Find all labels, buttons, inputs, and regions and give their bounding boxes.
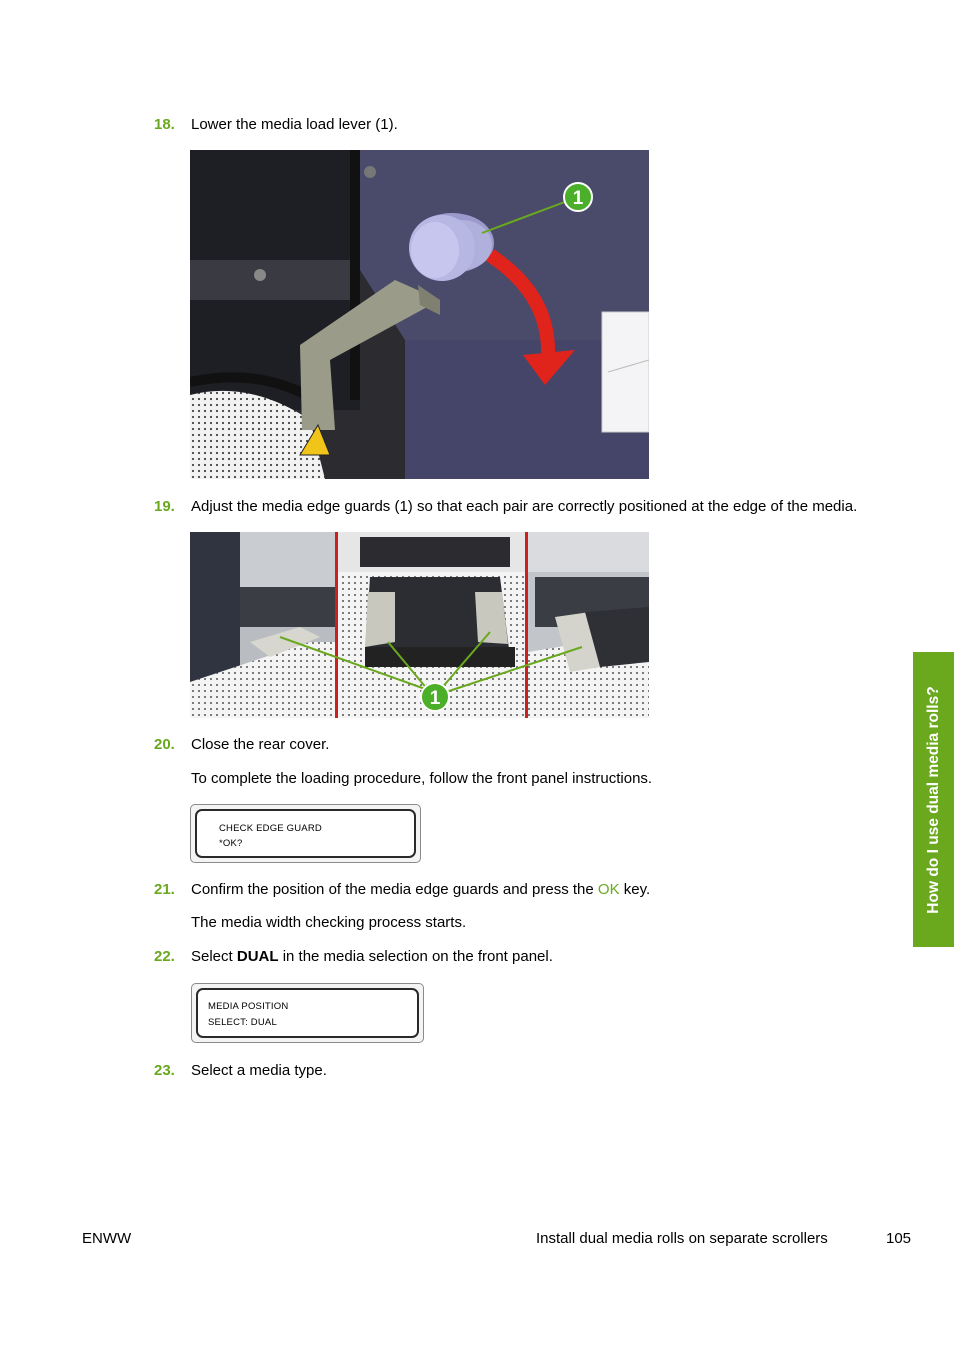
display-line-2: *OK? — [219, 838, 243, 849]
step-20-note: To complete the loading procedure, follow the front panel instructions. — [191, 770, 653, 787]
callout-label: 1 — [572, 188, 584, 209]
step-number: 23. — [154, 1062, 175, 1079]
step-text: Select a media type. — [191, 1062, 327, 1079]
footer-left: ENWW — [82, 1230, 132, 1247]
ok-key-label: OK — [597, 881, 620, 898]
display-line-1: CHECK EDGE GUARD — [219, 823, 322, 834]
footer-section-title: Install dual media rolls on separate scrollers — [536, 1230, 828, 1247]
step-number: 20. — [154, 736, 175, 753]
step-number: 22. — [154, 948, 175, 965]
edge-guards-photo — [190, 532, 649, 718]
step-number: 18. — [154, 116, 175, 133]
chapter-side-tab-label: How do I use dual media rolls? — [924, 685, 942, 914]
step-text: Adjust the media edge guards (1) so that each pair are correctly positioned at the edge of the media. — [191, 498, 858, 515]
media-load-lever-photo — [190, 150, 649, 479]
page-number: 105 — [886, 1230, 912, 1247]
callout-label: 1 — [429, 688, 441, 709]
front-panel-display — [190, 804, 421, 863]
front-panel-display — [191, 983, 424, 1043]
step-text: Close the rear cover. — [191, 736, 330, 753]
step-number: 19. — [154, 498, 175, 515]
step-text: Select DUAL in the media selection on the front panel. — [191, 948, 553, 965]
step-number: 21. — [154, 881, 175, 898]
chapter-side-tab — [913, 652, 954, 947]
dual-label: DUAL — [236, 948, 279, 965]
step-text: Confirm the position of the media edge guards and press the OK key. — [191, 881, 651, 898]
step-21-note: The media width checking process starts. — [191, 914, 467, 931]
step-text: Lower the media load lever (1). — [191, 116, 398, 133]
display-line-2: SELECT: DUAL — [208, 1017, 277, 1028]
display-line-1: MEDIA POSITION — [208, 1001, 289, 1012]
